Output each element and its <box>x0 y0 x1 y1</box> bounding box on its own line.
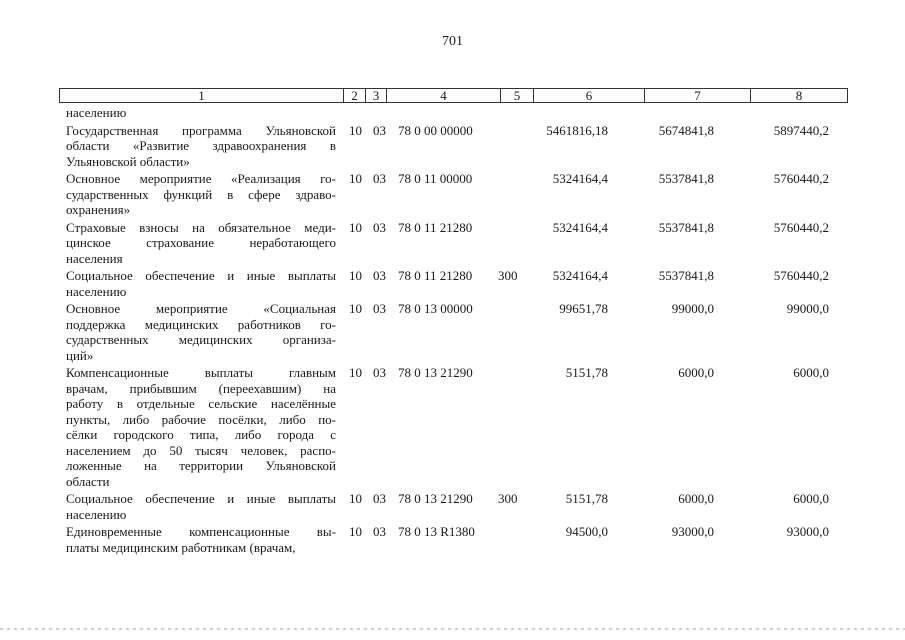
description-line: Социальное обеспечение и иные выплаты <box>66 268 336 283</box>
column-header-7: 7 <box>644 89 750 102</box>
row-description <box>66 301 336 363</box>
cell-c3: 03 <box>373 219 386 235</box>
description-line: населению <box>66 506 127 522</box>
description-line: населения <box>66 250 123 266</box>
description-line: пункты, либо рабочие посёлки, либо по- <box>66 411 336 427</box>
column-header-2: 2 <box>343 89 365 102</box>
description-line: цинское страхование неработающего <box>66 235 336 250</box>
cell-c2: 10 <box>349 171 362 186</box>
cell-c2: 10 <box>349 301 362 316</box>
cell-c4: 78 0 11 21280 <box>398 219 473 235</box>
description-line: населению <box>66 105 127 120</box>
description-line: охранения» <box>66 202 131 217</box>
column-header-3: 3 <box>365 89 386 102</box>
cell-c6: 5324164,4 <box>552 219 608 235</box>
page-edge-artifact <box>0 628 905 630</box>
page-number: 701 <box>442 34 463 49</box>
cell-c4: 78 0 11 00000 <box>398 171 473 186</box>
cell-c8: 6000,0 <box>793 491 829 506</box>
cell-c2: 10 <box>349 524 362 539</box>
cell-c3: 03 <box>373 365 386 380</box>
cell-c5: 300 <box>498 491 518 506</box>
row-description <box>66 220 336 267</box>
cell-c3: 03 <box>373 171 386 186</box>
description-line: Страховые взносы на обязательное меди- <box>66 219 336 235</box>
cell-c8: 5760440,2 <box>773 219 829 235</box>
cell-c4: 78 0 13 00000 <box>398 301 473 316</box>
cell-c8: 5897440,2 <box>773 122 829 138</box>
column-header-1: 1 <box>198 88 205 103</box>
description-line: поддержка медицинских работников го- <box>66 316 336 332</box>
column-header-8: 8 <box>750 89 847 102</box>
description-line: Государственная программа Ульяновской <box>66 122 336 138</box>
cell-c2: 10 <box>349 268 362 283</box>
description-line: населению <box>66 283 127 299</box>
cell-c7: 5674841,8 <box>658 122 714 138</box>
description-line: населением до 50 тысяч человек, распо- <box>66 442 336 458</box>
cell-c8: 5760440,2 <box>773 268 829 283</box>
cell-c6: 94500,0 <box>565 524 608 539</box>
row-description <box>66 123 336 170</box>
cell-c7: 5537841,8 <box>658 171 714 186</box>
description-line: ложенные на территории Ульяновской <box>66 458 336 473</box>
cell-c4: 78 0 00 00000 <box>398 122 473 138</box>
description-line: области «Развитие здравоохранения в <box>66 138 336 153</box>
cell-c3: 03 <box>373 122 386 138</box>
row-description <box>66 365 336 489</box>
row-description <box>66 268 336 299</box>
cell-c5: 300 <box>498 268 518 283</box>
description-line: Единовременные компенсационные вы- <box>66 524 336 539</box>
cell-c2: 10 <box>349 219 362 235</box>
cell-c7: 5537841,8 <box>658 268 714 283</box>
cell-c4: 78 0 13 21290 <box>398 365 473 380</box>
cell-c4: 78 0 13 21290 <box>398 491 473 506</box>
description-line: сударственных функций в сфере здраво- <box>66 186 336 202</box>
cell-c7: 93000,0 <box>671 524 714 539</box>
cell-c3: 03 <box>373 268 386 283</box>
cell-c7: 6000,0 <box>678 365 714 380</box>
cell-c6: 5151,78 <box>565 491 608 506</box>
description-line: области <box>66 473 110 489</box>
cell-c2: 10 <box>349 491 362 506</box>
description-line: Основное мероприятие «Реализация го- <box>66 171 336 186</box>
cell-c3: 03 <box>373 524 386 539</box>
description-line: Компенсационные выплаты главным <box>66 365 336 380</box>
description-line: сударственных медицинских организа- <box>66 332 336 347</box>
cell-c6: 5324164,4 <box>552 268 608 283</box>
cell-c8: 99000,0 <box>786 301 829 316</box>
row-description <box>66 171 336 218</box>
cell-c6: 5324164,4 <box>552 171 608 186</box>
cell-c7: 99000,0 <box>671 301 714 316</box>
column-header-5: 5 <box>500 89 533 102</box>
cell-c3: 03 <box>373 491 386 506</box>
cell-c3: 03 <box>373 301 386 316</box>
description-line: Социальное обеспечение и иные выплаты <box>66 491 336 506</box>
description-line: Основное мероприятие «Социальная <box>66 301 336 316</box>
description-line: платы медицинским работникам (врачам, <box>66 539 296 555</box>
cell-c8: 6000,0 <box>793 365 829 380</box>
cell-c4: 78 0 11 21280 <box>398 268 473 283</box>
cell-c6: 5461816,18 <box>546 122 608 138</box>
column-header-6: 6 <box>533 89 644 102</box>
cell-c8: 93000,0 <box>786 524 829 539</box>
row-description <box>66 524 336 555</box>
description-line: работу в отдельные сельские населённые <box>66 396 336 411</box>
table-header <box>59 88 848 103</box>
column-header-4: 4 <box>386 89 500 102</box>
cell-c6: 99651,78 <box>559 301 608 316</box>
row-description <box>66 105 336 121</box>
description-line: врачам, прибывшим (переехавшим) на <box>66 380 336 396</box>
description-line: сёлки городского типа, либо города с <box>66 427 336 442</box>
cell-c8: 5760440,2 <box>773 171 829 186</box>
cell-c4: 78 0 13 R1380 <box>398 524 475 539</box>
cell-c7: 5537841,8 <box>658 219 714 235</box>
description-line: ций» <box>66 347 94 363</box>
description-line: Ульяновской области» <box>66 153 190 169</box>
cell-c2: 10 <box>349 122 362 138</box>
cell-c6: 5151,78 <box>565 365 608 380</box>
row-description <box>66 491 336 522</box>
cell-c7: 6000,0 <box>678 491 714 506</box>
cell-c2: 10 <box>349 365 362 380</box>
